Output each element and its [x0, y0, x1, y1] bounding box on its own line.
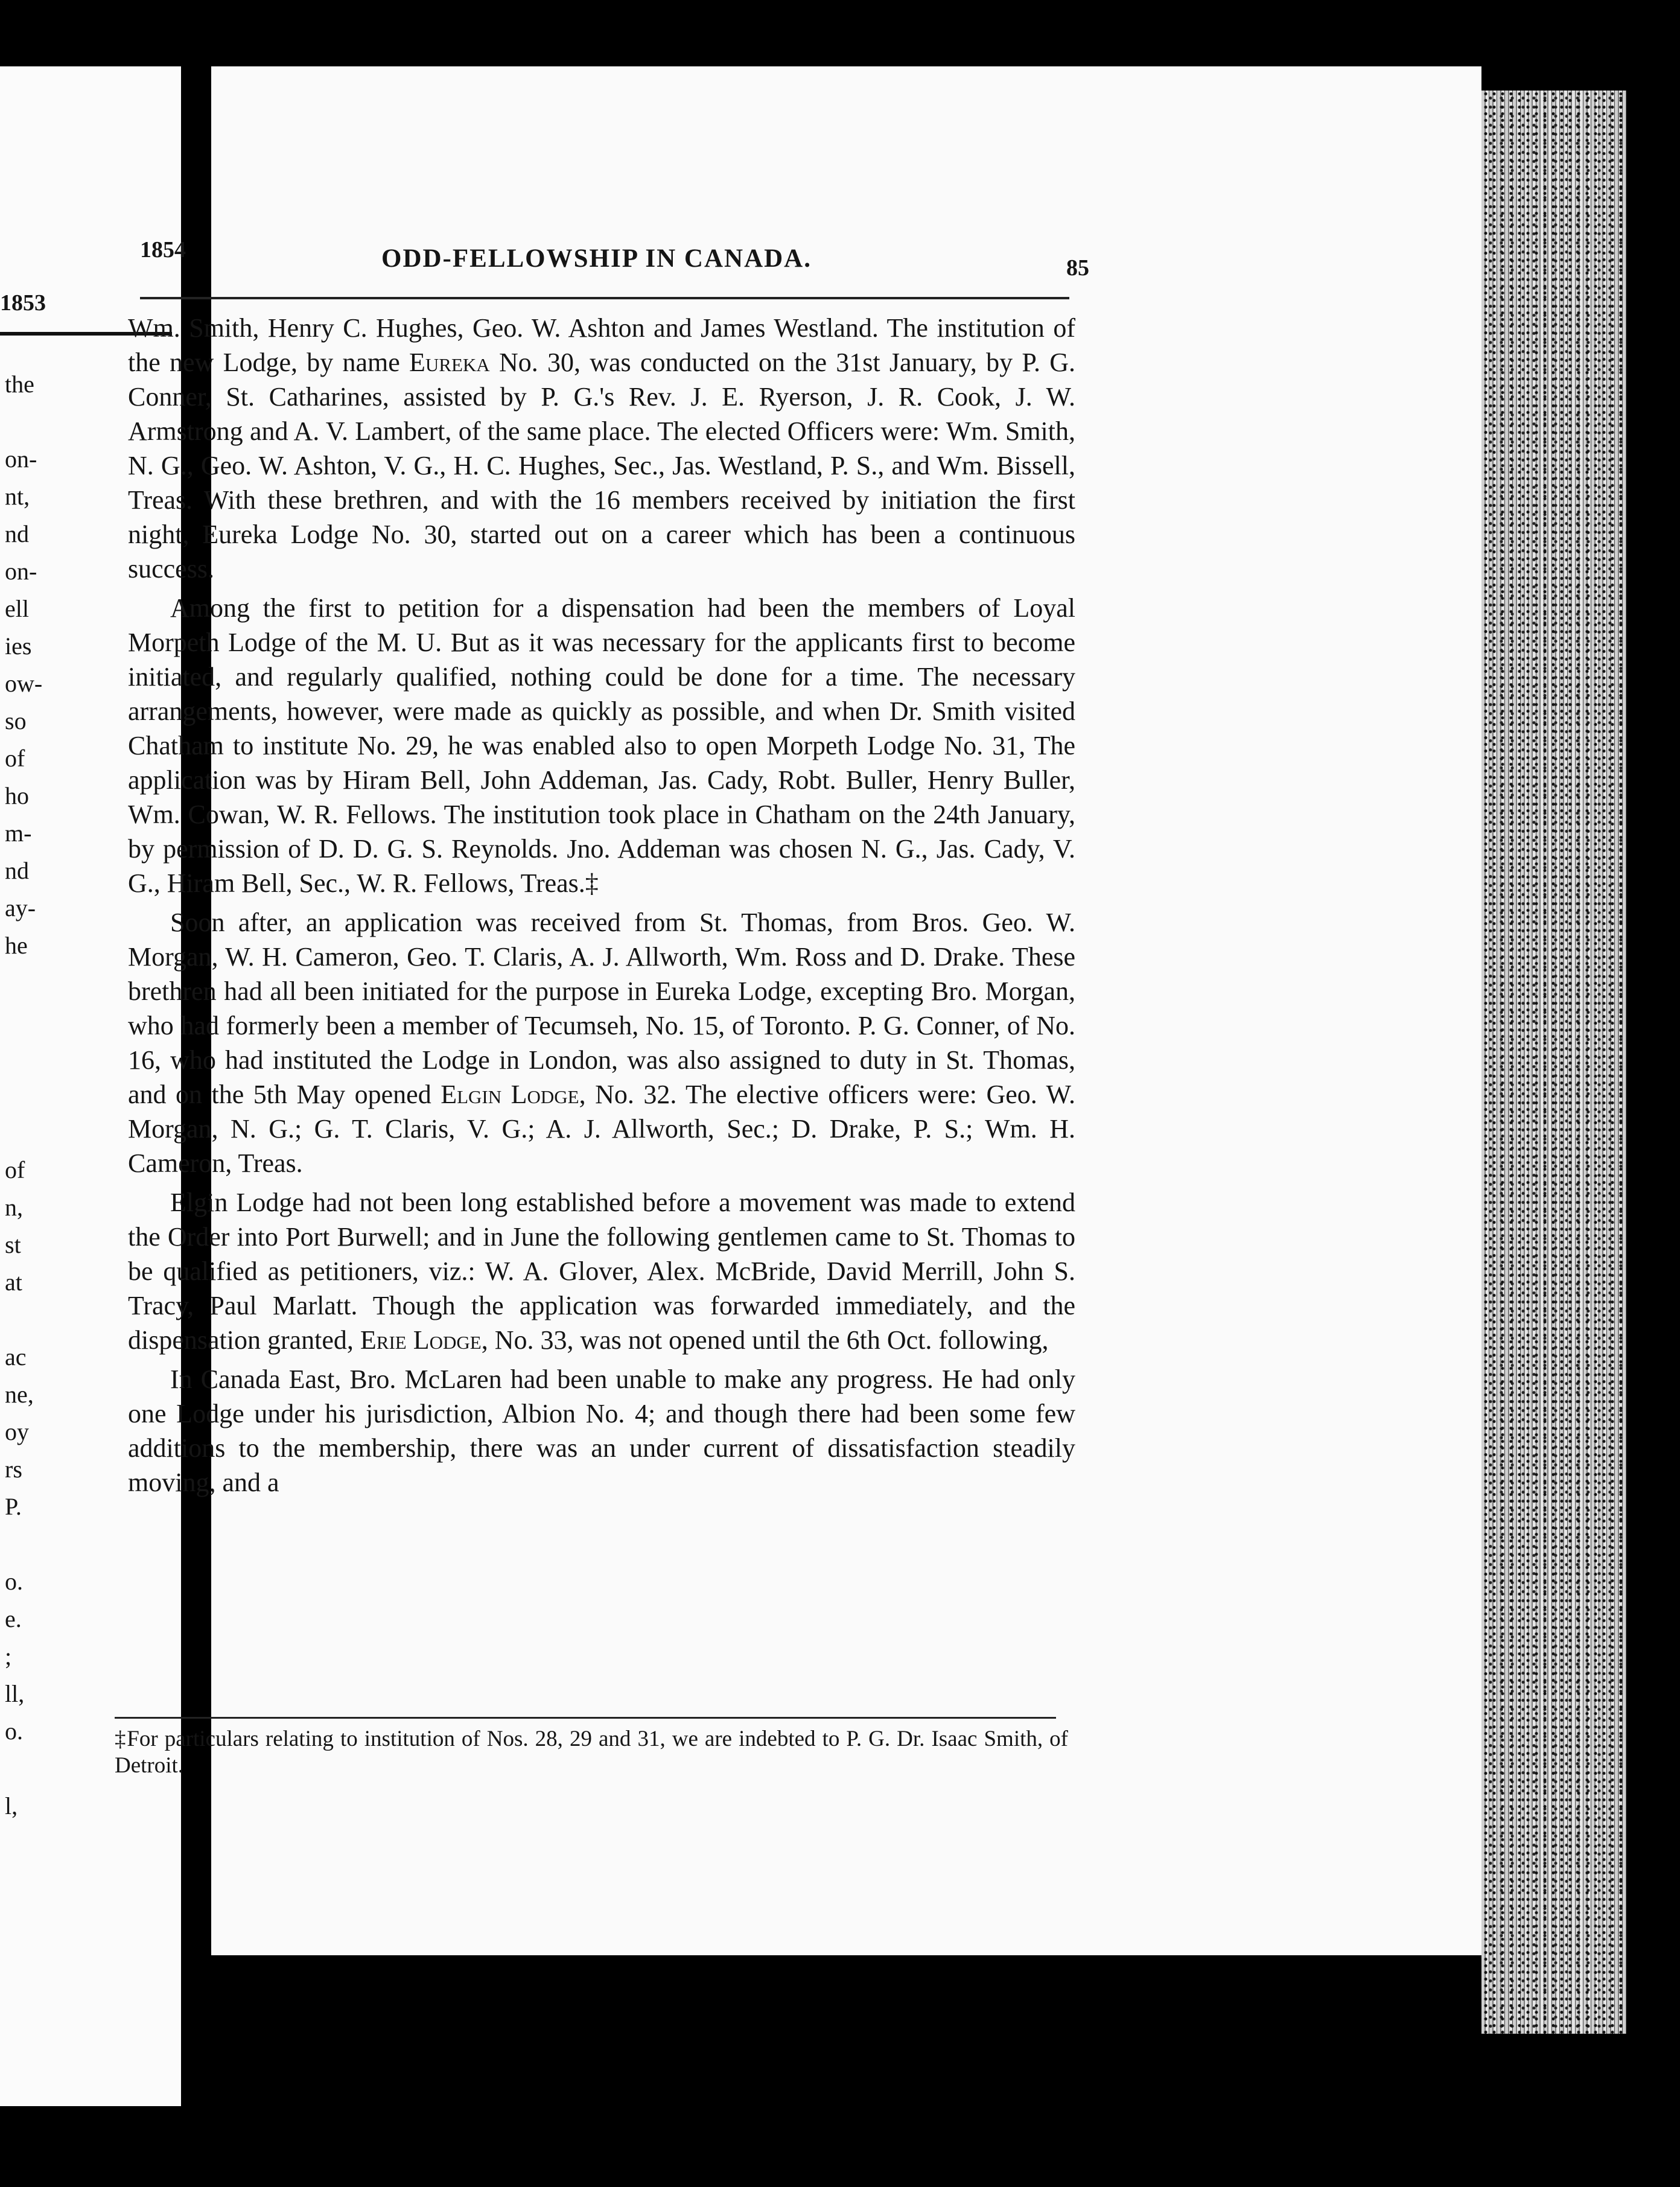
footnote-rule [115, 1717, 1056, 1719]
left-page-fragment: ay- [5, 894, 36, 922]
left-page-fragment: n, [5, 1194, 23, 1221]
body-text [128, 311, 1075, 1504]
left-page-fragment: the [5, 371, 34, 398]
left-page-fragment: of [5, 1156, 25, 1183]
left-page-fragment: l, [5, 1792, 18, 1819]
left-page-fragment: so [5, 707, 27, 734]
page-edge-speckled [1481, 91, 1626, 2034]
lodge-name-elgin: Elgin Lodge [441, 1080, 579, 1109]
left-page-fragment: P. [5, 1493, 22, 1520]
left-page-fragment: at [5, 1269, 22, 1296]
left-page-fragment: ac [5, 1343, 27, 1370]
header-title: ODD-FELLOWSHIP IN CANADA. [381, 244, 812, 273]
left-page-fragment: ; [5, 1643, 12, 1670]
left-page-fragment: m- [5, 820, 32, 847]
left-page-fragment: he [5, 932, 28, 959]
lodge-name-eureka: Eureka [409, 348, 490, 377]
left-page-header: 1853 [0, 290, 46, 316]
left-page-fragment: nd [5, 857, 29, 884]
lodge-name-erie: Erie Lodge [360, 1325, 482, 1355]
left-page-fragment: ell [5, 595, 29, 622]
left-page-fragment: ne, [5, 1381, 34, 1408]
left-page-fragment: of [5, 745, 25, 772]
paragraph-5: In Canada East, Bro. McLaren had been unable to make any progress. He had only one Lodge under his jurisdiction, Albion No. 4; and though there had been some few additions to the membership, there was an under current of dissatisfaction steadily moving, and a [128, 1364, 1075, 1497]
left-page-fragment: st [5, 1231, 21, 1258]
page-number: 85 [1066, 255, 1089, 281]
left-page-fragment: o. [5, 1568, 23, 1595]
left-page-fragment: nt, [5, 483, 30, 510]
left-page-fragment: ll, [5, 1680, 25, 1707]
footnote: ‡For particulars relating to institution of Nos. 28, 29 and 31, we are indebted to P. G. Dr. Isaac Smith, of Detroit. [115, 1727, 1068, 1778]
header-year: 1854 [140, 237, 186, 263]
paragraph-1: Wm. Smith, Henry C. Hughes, Geo. W. Ashton and James Westland. The institution of the new Lodge, by name Eureka No. 30, was conducted on the 31st January, by P. G. Conner, St. Catharines, assisted by P. G.'s Rev. J. E. Ryerson, J. R. Cook, J. W. Armstrong and A. V. Lambert, of the same place. The elected Officers were: Wm. Smith, N. G., Geo. W. Ashton, V. G., H. C. Hughes, Sec., Jas. Westland, P. S., and Wm. Bissell, Treas. With these brethren, and with the 16 members received by initiation the first night, Eureka Lodge No. 30, started out on a career which has been a continuous success. [128, 313, 1076, 584]
header-rule [140, 297, 1069, 299]
left-page-fragment: e. [5, 1605, 22, 1632]
paragraph-2: Among the first to petition for a dispensation had been the members of Loyal Morpeth Lodge of the M. U. But as it was necessary for the applicants first to become initiated, and regularly qualified, nothing could be done for a time. The necessary arrangements, however, were made as quickly as possible, and when Dr. Smith visited Chatham to institute No. 29, he was enabled also to open Morpeth Lodge No. 31, The application was by Hiram Bell, John Addeman, Jas. Cady, Robt. Buller, Henry Buller, Wm. Cowan, W. R. Fellows. The institution took place in Chatham on the 24th January, by permission of D. D. G. S. Reynolds. Jno. Addeman was chosen N. G., Jas. Cady, V. G., Hiram Bell, Sec., W. R. Fellows, Treas.‡ [128, 593, 1075, 898]
left-page-fragment: nd [5, 520, 29, 547]
left-page-fragment: on- [5, 445, 37, 473]
left-page-fragment: ho [5, 782, 29, 809]
left-page-fragment: o. [5, 1717, 23, 1745]
left-page-fragment: ow- [5, 670, 43, 697]
left-page-fragment: on- [5, 558, 37, 585]
left-page-fragment: oy [5, 1418, 29, 1445]
running-header [140, 231, 1226, 279]
left-page-fragment: rs [5, 1456, 22, 1483]
paragraph-4: Elgin Lodge had not been long established before a movement was made to extend the Order into Port Burwell; and in June the following gentlemen came to St. Thomas to be qualified as petitioners, viz.: W. A. Glover, Alex. McBride, David Merrill, John S. Tracy, Paul Marlatt. Though the application was forwarded immediately, and the dispensation granted, Erie Lodge, No. 33, was not opened until the 6th Oct. following, [128, 1188, 1075, 1355]
paragraph-3: Soon after, an application was received from St. Thomas, from Bros. Geo. W. Morgan, W. H. Cameron, Geo. T. Claris, A. J. Allworth, Wm. Ross and D. Drake. These brethren had all been initiated for the purpose in Eureka Lodge, excepting Bro. Morgan, who had formerly been a member of Tecumseh, No. 15, of Toronto. P. G. Conner, of No. 16, who had instituted the Lodge in London, was also assigned to duty in St. Thomas, and on the 5th May opened Elgin Lodge, No. 32. The elective officers were: Geo. W. Morgan, N. G.; G. T. Claris, V. G.; A. J. Allworth, Sec.; D. Drake, P. S.; Wm. H. Cameron, Treas. [128, 908, 1075, 1178]
left-page-fragment: ies [5, 632, 32, 660]
